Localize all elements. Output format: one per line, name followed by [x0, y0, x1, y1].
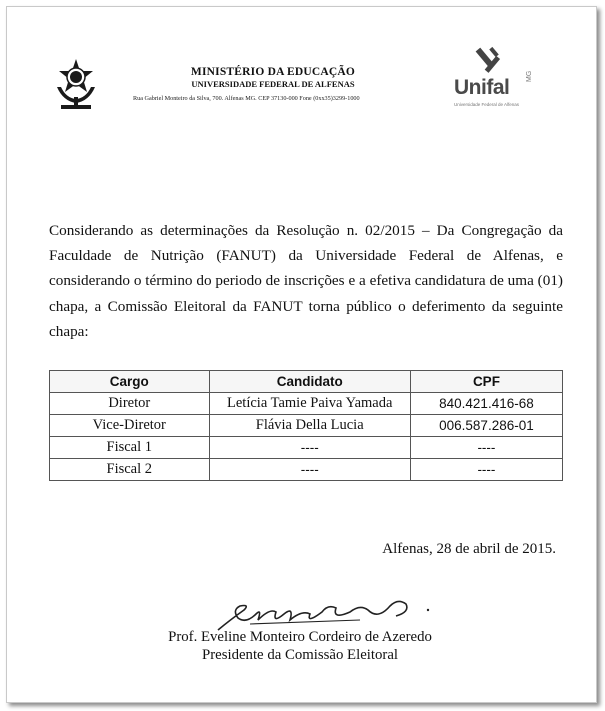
header-cpf: CPF	[410, 371, 562, 393]
cell-cargo: Fiscal 2	[50, 459, 210, 481]
cell-candidato: Letícia Tamie Paiva Yamada	[209, 393, 410, 415]
cell-cargo: Fiscal 1	[50, 437, 210, 459]
table-row	[50, 415, 563, 437]
ministry-name: MINISTÉRIO DA EDUCAÇÃO	[190, 66, 356, 78]
header-cargo: Cargo	[50, 371, 210, 393]
announcement-paragraph: Considerando as determinações da Resolução n. 02/2015 – Da Congregação da Faculdade de Nutrição (FANUT) da Universidade Federal de Alfenas, e considerando o término do periodo de inscrições e a efetiva candidatura de uma (01) chapa, a Comissão Eleitoral da FANUT torna público o deferimento da seguinte chapa:	[49, 222, 563, 340]
letterhead-title	[128, 66, 418, 89]
table-row	[50, 393, 563, 415]
cell-cpf: 006.587.286-01	[410, 415, 562, 437]
unifal-logo-side-text: MG	[526, 70, 533, 82]
cell-cpf: ----	[410, 437, 562, 459]
letterhead-address: Rua Gabriel Monteiro da Silva, 700. Alfenas MG. CEP 37130-000 Fone (0xx35)3299-1000	[133, 95, 360, 102]
university-name: UNIVERSIDADE FEDERAL DE ALFENAS	[191, 79, 355, 89]
cell-cpf: ----	[410, 459, 562, 481]
header-candidato: Candidato	[209, 371, 410, 393]
cell-cargo: Diretor	[50, 393, 210, 415]
signatory-name: Prof. Eveline Monteiro Cordeiro de Azeredo	[168, 629, 432, 645]
cell-candidato: ----	[209, 437, 410, 459]
unifal-logo-subtitle: Universidade Federal de Alfenas	[454, 102, 520, 107]
signatory-role: Presidente da Comissão Eleitoral	[201, 647, 398, 663]
brazil-coat-of-arms-icon	[53, 57, 99, 113]
cell-cargo: Vice-Diretor	[50, 415, 210, 437]
table-header-row	[50, 371, 563, 393]
cell-cpf: 840.421.416-68	[410, 393, 562, 415]
unifal-logo-text: Unifal	[454, 76, 510, 99]
table-row	[50, 437, 563, 459]
chapa-table	[49, 370, 563, 481]
cell-candidato: ----	[209, 459, 410, 481]
cell-candidato: Flávia Della Lucia	[209, 415, 410, 437]
document-date: Alfenas, 28 de abril de 2015.	[382, 541, 556, 557]
table-row	[50, 459, 563, 481]
